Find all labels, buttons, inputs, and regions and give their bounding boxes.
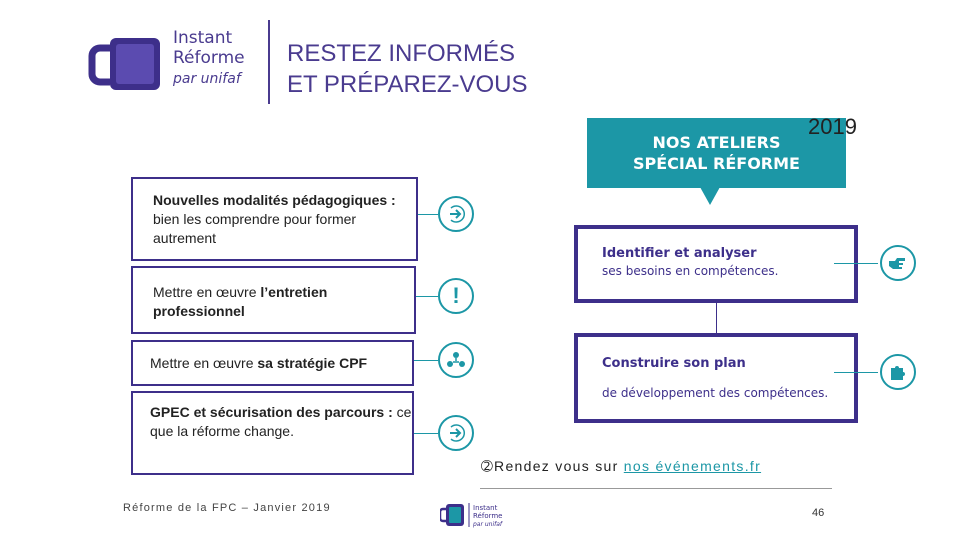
year-label: 2019 [808, 114, 857, 139]
item-2-bold: l’entretien professionnel [153, 284, 328, 319]
connector-line [834, 263, 878, 264]
connector-line [418, 214, 438, 215]
events-link-line [481, 458, 761, 475]
identify-heading: Identifier et analyser [602, 246, 757, 261]
header-divider [268, 20, 270, 104]
small-logo-line-3: par unifaf [473, 521, 503, 528]
page-number: 46 [812, 507, 825, 519]
item-3-text: Mettre en œuvre [150, 355, 258, 371]
arrow-circle-small-icon: ➁ [481, 458, 495, 474]
page-title [287, 38, 528, 100]
small-unifaf-logo [440, 500, 530, 530]
right-connector [716, 303, 717, 333]
small-logo-line-2: Réforme [473, 512, 503, 520]
connector-line [414, 360, 438, 361]
item-professional-interview[interactable] [131, 266, 416, 334]
title-line-1: RESTEZ INFORMÉS [287, 40, 516, 67]
rdv-prefix: Rendez vous sur [494, 458, 624, 474]
arrow-circle-icon [438, 196, 474, 232]
footer-divider [480, 488, 832, 489]
connector-line [834, 372, 878, 373]
item-gpec[interactable] [131, 391, 414, 475]
arrow-circle-icon [438, 415, 474, 451]
item-2-text: Mettre en œuvre [153, 284, 261, 300]
connector-line [416, 296, 438, 297]
identify-needs-box[interactable] [574, 225, 858, 303]
logo-wordmark [173, 28, 263, 90]
footer-text: Réforme de la FPC – Janvier 2019 [123, 502, 331, 514]
build-heading: Construire son plan [602, 356, 746, 371]
exclamation-icon: ! [438, 278, 474, 314]
identify-sub: ses besoins en compétences. [602, 264, 779, 278]
item-1-text: bien les comprendre pour former autrement [153, 211, 357, 246]
build-sub: de développement des compétences. [602, 386, 829, 400]
item-4-text: ce que la réforme change. [150, 404, 412, 439]
title-line-2: ET PRÉPAREZ-VOUS [287, 71, 528, 98]
small-logo-line-1: Instant [473, 504, 498, 512]
logo-line-1: Instant [173, 28, 233, 48]
events-link[interactable]: nos événements.fr [623, 458, 762, 474]
logo-line-2: Réforme [173, 48, 245, 68]
item-3-bold: sa stratégie CPF [257, 355, 368, 371]
item-cpf-strategy[interactable] [131, 340, 414, 386]
pointing-hand-icon [880, 245, 916, 281]
bubble-line-2: SPÉCIAL RÉFORME [633, 154, 800, 173]
item-pedagogical-modalities[interactable] [131, 177, 418, 261]
people-network-icon [438, 342, 474, 378]
bubble-line-1: NOS ATELIERS [652, 133, 781, 152]
item-4-bold: GPEC et sécurisation des parcours : [150, 404, 397, 420]
unifaf-mug-logo [88, 32, 168, 94]
item-1-bold: Nouvelles modalités pédagogiques : [153, 192, 396, 208]
connector-line [414, 433, 438, 434]
bubble-tail [700, 187, 720, 205]
puzzle-icon [880, 354, 916, 390]
logo-line-3: par unifaf [173, 71, 241, 87]
build-plan-box[interactable] [574, 333, 858, 423]
